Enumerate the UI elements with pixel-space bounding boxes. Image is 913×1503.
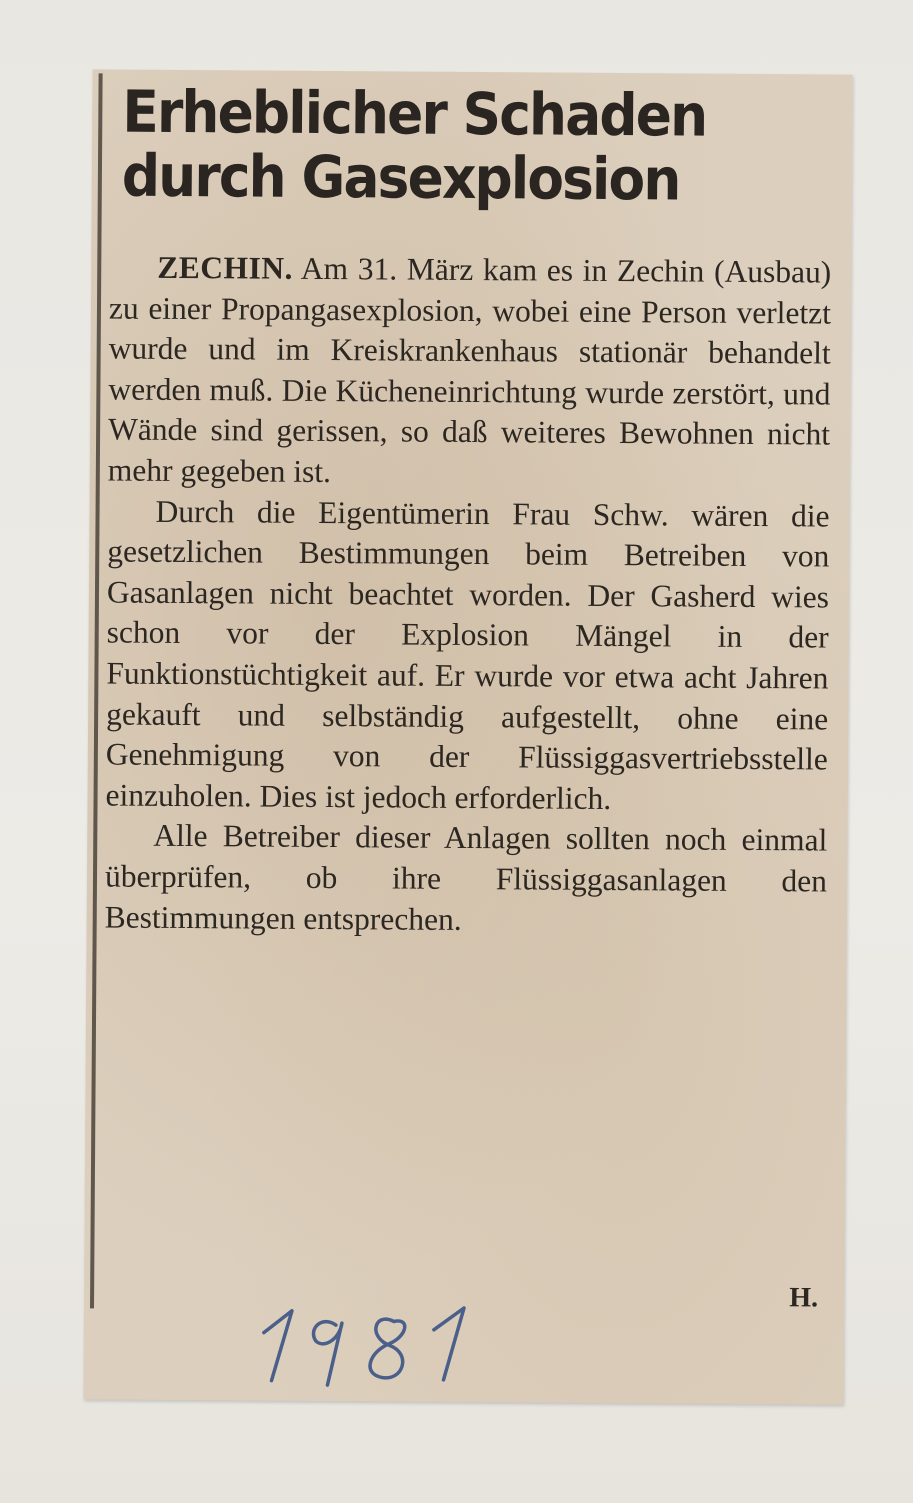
author-initial: H. (789, 1282, 819, 1314)
paragraph-3 (105, 816, 828, 943)
paragraph-1-text: Am 31. März kam es in Zechin (Ausbau) zu einer Propangasexplosion, wobei eine Person verletzt wurde und im Kreiskrankenhaus stationär behandelt werden muß. Die Kücheneinrichtung wurde zerstört, und Wände sind gerissen, so daß weiteres Bewohnen nicht mehr gegeben ist. (107, 250, 832, 490)
article-body (105, 247, 832, 942)
headline: Erheblicher Schaden durch Gasexplosion (121, 77, 707, 214)
newspaper-clipping (83, 69, 852, 1404)
handwritten-year-drawing (243, 1292, 504, 1394)
column-rule (90, 73, 103, 1308)
dateline: ZECHIN. (157, 249, 294, 286)
paragraph-2 (105, 491, 829, 821)
paragraph-1 (108, 247, 832, 496)
paragraph-3-text: Alle Betreiber dieser Anlagen sollten noch einmal überprüfen, ob ihre Flüssiggasanlagen den Bestimmungen entsprechen. (104, 818, 828, 937)
handwritten-year (243, 1292, 504, 1394)
paragraph-2-text: Durch die Eigentümerin Frau Schw. wären die gesetzlichen Bestimmungen beim Betreiben von Gasanlagen nicht beachtet worden. Der Gasherd wies schon vor der Explosion Mängel in der Funktionstüchtigkeit auf. Er wurde vor etwa acht Jahren gekauft und selbständig aufgestellt, ohne eine Genehmigung von der Flüssiggasvertriebsstelle einzuholen. Dies ist jedoch erforderlich. (105, 493, 830, 816)
